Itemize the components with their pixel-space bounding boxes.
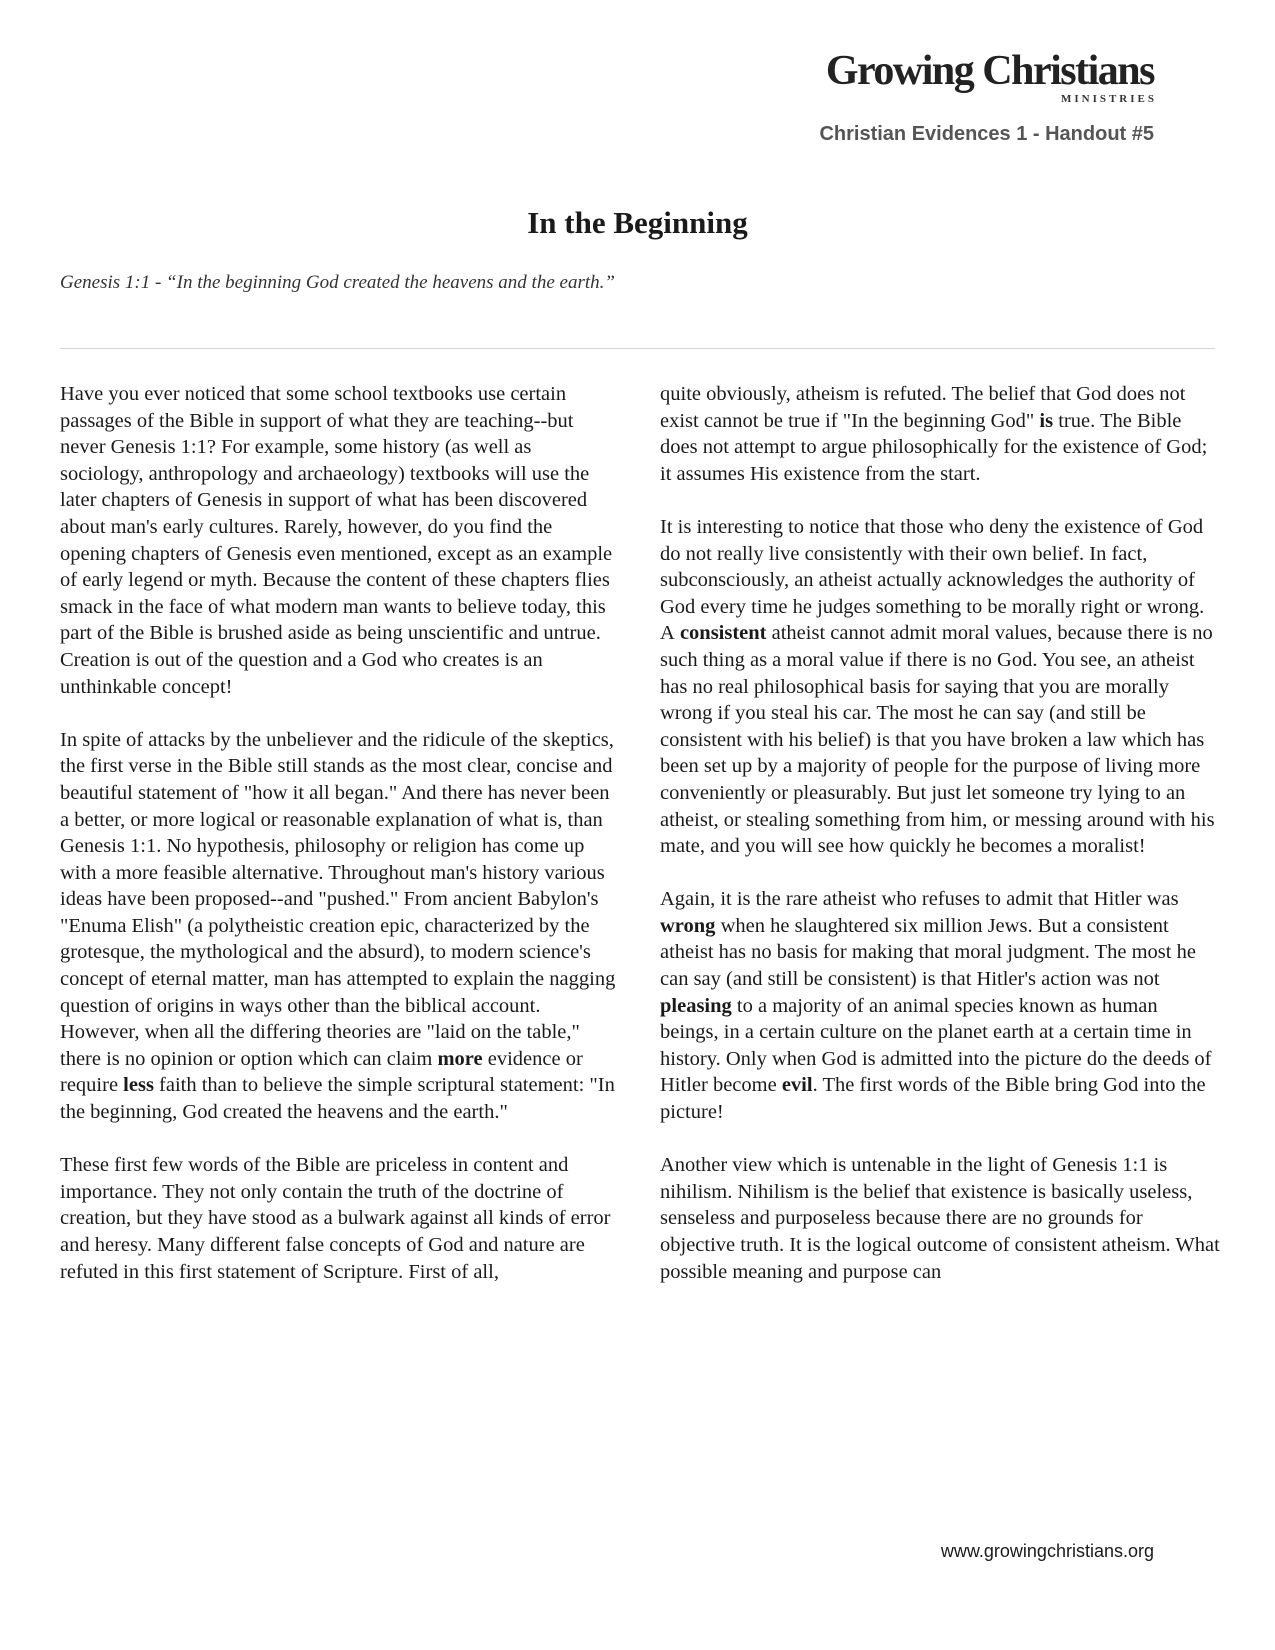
paragraph: These first few words of the Bible are priceless in content and importance. They not only contain the truth of the doctrine of creation, but they have stood as a bulwark against all kinds of error and heresy. Many different false concepts of God and nature are refuted in this first statement of Scripture. First of all,	[60, 1154, 611, 1283]
divider	[60, 348, 1215, 349]
emphasis: less	[123, 1074, 154, 1097]
paragraph: Have you ever noticed that some school textbooks use certain passages of the Bible in support of what they are teaching--but never Genesis 1:1? For example, some history (as well as sociology, anthropology and archaeology) textbooks will use the later chapters of Genesis in support of what has been discovered about man's early cultures. Rarely, however, do you find the opening chapters of Genesis even mentioned, except as an example of early legend or myth. Because the content of these chapters flies smack in the face of what modern man wants to believe today, this part of the Bible is brushed aside as being unscientific and untrue. Creation is out of the question and a God who creates is an unthinkable concept!	[60, 383, 613, 698]
emphasis: is	[1039, 409, 1054, 432]
right-column	[660, 381, 1220, 1312]
paragraph: It is interesting to notice that those who deny the existence of God do not really live consistently with their own belief. In fact, subconsciously, an atheist actually acknowledges the authority of God every time he judges something to be morally right or wrong. A consistent atheist cannot admit moral values, because there is no such thing as a moral value if there is no God. You see, an atheist has no real philosophical basis for saying that you are morally wrong if you steal his car. The most he can say (and still be consistent with his belief) is that you have broken a law which has been set up by a majority of people for the purpose of living more conveniently or pleasurably. But just let someone try lying to an atheist, or stealing something from him, or messing around with his mate, and you will see how quickly he becomes a moralist!	[660, 515, 1215, 858]
emphasis: evil	[781, 1074, 813, 1097]
emphasis: wrong	[660, 914, 716, 937]
logo	[825, 48, 1157, 105]
paragraph: In spite of attacks by the unbeliever and the ridicule of the skeptics, the first verse in the Bible still stands as the most clear, concise and beautiful statement of "how it all began." And there has never been a better, or more logical or reasonable explanation of what is, than Genesis 1:1. No hypothesis, philosophy or religion has come up with a more feasible alternative. Throughout man's history various ideas have been proposed--and "pushed." From ancient Babylon's "Enuma Elish" (a polytheistic creation epic, characterized by the grotesque, the mythological and the absurd), to modern science's concept of eternal matter, man has attempted to explain the nagging question of origins in ways other than the biblical account. However, when all the differing theories are "laid on the table," there is no opinion or option which can claim more evidence or require less faith than to believe the simple scriptural statement: "In the beginning, God created the heavens and the earth."	[60, 728, 616, 1124]
paragraph: quite obviously, atheism is refuted. The belief that God does not exist cannot be true if "In the beginning God" is true. The Bible does not attempt to argue philosophically for the existence of God; it assumes His existence from the start.	[660, 383, 1208, 485]
footer-url: www.growingchristians.org	[940, 1541, 1154, 1561]
logo-wordmark: Growing Christians	[825, 48, 1154, 94]
epigraph: Genesis 1:1 - “In the beginning God created the heavens and the earth.”	[60, 272, 615, 293]
emphasis: more	[437, 1047, 483, 1070]
handout-label: Christian Evidences 1 - Handout #5	[819, 123, 1154, 145]
left-column	[60, 381, 620, 1312]
emphasis: pleasing	[660, 994, 732, 1017]
logo-subtitle: MINISTRIES	[1060, 93, 1157, 105]
paragraph: Again, it is the rare atheist who refuses to admit that Hitler was wrong when he slaughtered six million Jews. But a consistent atheist has no basis for making that moral judgment. The most he can say (and still be consistent) is that Hitler's action was not pleasing to a majority of an animal species known as human beings, in a certain culture on the planet earth at a certain time in history. Only when God is admitted into the picture do the deeds of Hitler become evil. The first words of the Bible bring God into the picture!	[660, 888, 1212, 1124]
emphasis: consistent	[679, 622, 767, 645]
page-title: In the Beginning	[527, 205, 748, 240]
paragraph: Another view which is untenable in the light of Genesis 1:1 is nihilism. Nihilism is the belief that existence is basically useless, senseless and purposeless because there are no grounds for objective truth. It is the logical outcome of consistent atheism. What possible meaning and purpose can	[660, 1154, 1220, 1283]
